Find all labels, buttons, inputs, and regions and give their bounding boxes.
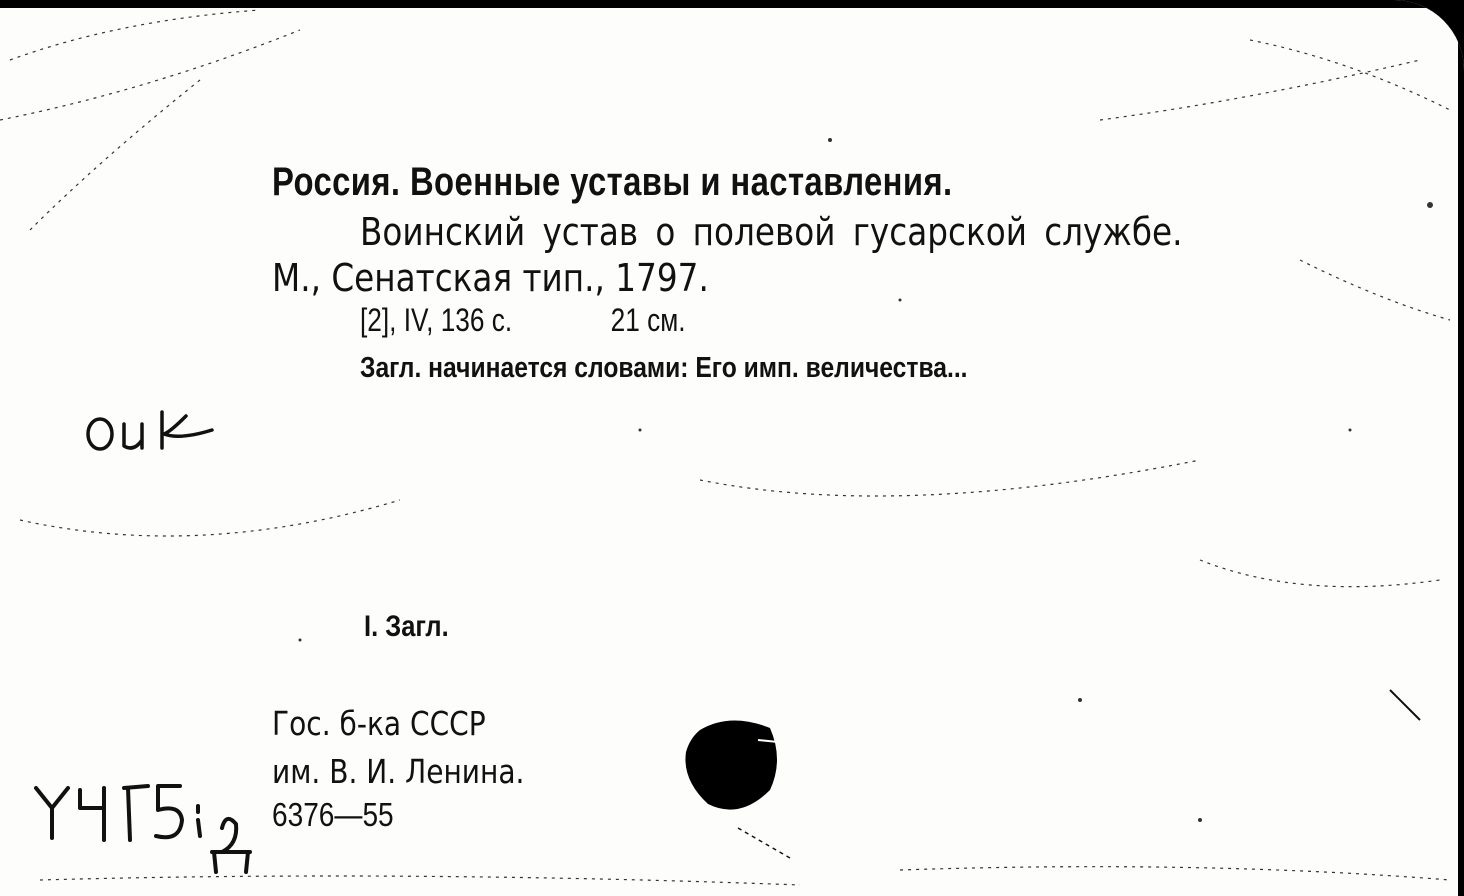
punch-hole [685, 720, 790, 858]
imprint-line: М., Сенатская тип., 1797. [272, 256, 709, 300]
library-name-line: Гос. б-ка СССР [272, 704, 486, 743]
library-name-line: им. В. И. Ленина. [272, 752, 525, 791]
collation-size: 21 см. [610, 302, 686, 338]
tracing-entry: I. Загл. [364, 610, 449, 643]
collation-pages: [2], IV, 136 с. [360, 302, 513, 338]
handwritten-mark-top [88, 412, 212, 449]
subject-heading: Россия. Военные уставы и наставления. [272, 160, 953, 204]
handwritten-mark-bottom [36, 786, 250, 872]
title-note: Загл. начинается словами: Его имп. величества... [360, 352, 968, 384]
title-line: Воинский устав о полевой гусарской службе. [360, 210, 1183, 254]
card-number: 6376—55 [272, 796, 394, 833]
